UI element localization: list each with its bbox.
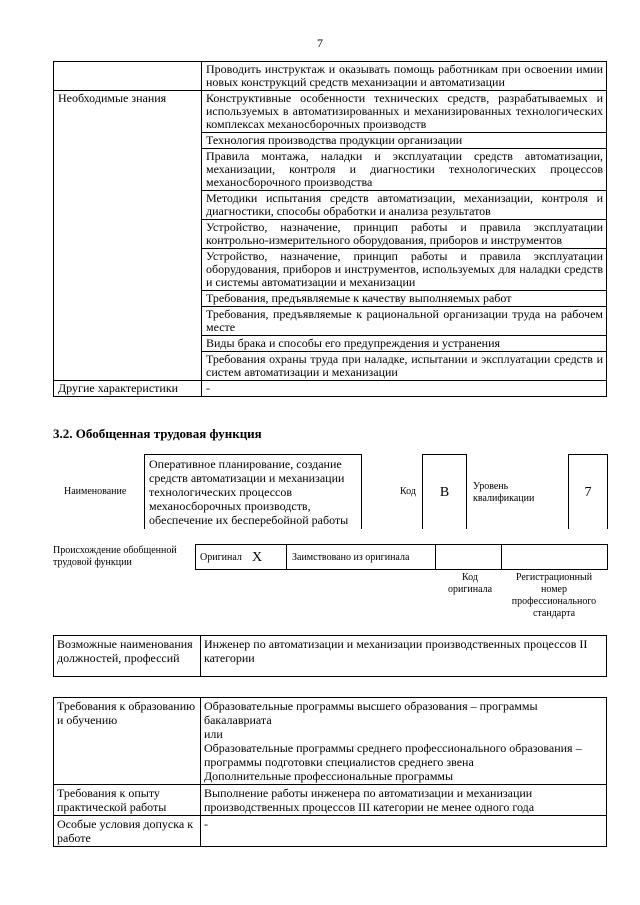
level-value: 7 <box>568 454 608 529</box>
table-cell: Требования, предъявляемые к рациональной организации труда на рабочем месте <box>202 307 607 336</box>
table-cell: Устройство, назначение, принцип работы и правила эксплуатации контрольно-измерительного оборудования, приборов и инструментов <box>202 220 607 249</box>
table-row <box>54 220 607 249</box>
table-cell-label: Необходимые знания <box>54 91 202 133</box>
original-label: Оригинал <box>200 552 242 563</box>
borrowed-cell <box>286 544 436 570</box>
table-cell: Правила монтажа, наладки и эксплуатации средств автоматизации, механизации, контроля и диагностики технологических процессов механосборочного производства <box>202 149 607 191</box>
table-cell: Устройство, назначение, принцип работы и правила эксплуатации оборудования, приборов и инструментов, используемых для наладки средств и системы автоматизации и механизации <box>202 249 607 291</box>
special-conditions-label: Особые условия допуска к работе <box>54 816 201 847</box>
education-label: Требования к образованию и обучению <box>54 698 201 785</box>
table-cell-label <box>54 62 202 91</box>
table-cell: Требования охраны труда при наладке, испытании и эксплуатации средств и систем автоматизации и механизации <box>202 352 607 381</box>
function-name: Оперативное планирование, создание средств автоматизации и механизации технологических процессов механосборочных производств, обеспечение их бесперебойной работы <box>144 454 362 529</box>
table-row <box>54 336 607 352</box>
table-row <box>54 291 607 307</box>
table-cell: Требования, предъявляемые к качеству выполняемых работ <box>202 291 607 307</box>
code-original-caption: Код оригинала <box>447 572 493 595</box>
table-row <box>54 249 607 291</box>
table-cell: Виды брака и способы его предупреждения и устранения <box>202 336 607 352</box>
table-cell: Технология производства продукции организации <box>202 133 607 149</box>
name-label: Наименование <box>64 486 127 497</box>
original-mark: Х <box>252 550 263 565</box>
education-line: Образовательные программы высшего образования – программы бакалавриата <box>204 699 538 727</box>
special-conditions-value: - <box>201 816 607 847</box>
table-row <box>54 191 607 220</box>
table-cell: Конструктивные особенности технических средств, разрабатываемых и используемых в автоматизированных и механизированных технологических комплексах механосборочных производств <box>202 91 607 133</box>
original-cell <box>195 544 287 570</box>
table-cell-label: Другие характеристики <box>54 381 202 397</box>
table-row <box>54 133 607 149</box>
section-title: 3.2. Обобщенная трудовая функция <box>53 426 262 441</box>
table-cell: Проводить инструктаж и оказывать помощь работникам при освоении имии новых конструкций средств механизации и автоматизации <box>202 62 607 91</box>
education-line: Дополнительные профессиональные программы <box>204 769 454 783</box>
level-label: Уровень квалификации <box>473 481 535 504</box>
page-number: 7 <box>317 36 323 50</box>
positions-label: Возможные наименования должностей, профессий <box>54 636 201 677</box>
positions-value: Инженер по автоматизации и механизации производственных процессов II категории <box>201 636 607 677</box>
education-value <box>201 698 607 785</box>
borrowed-label: Заимствовано из оригинала <box>292 552 410 563</box>
origin-label: Происхождение обобщенной трудовой функции <box>53 545 177 568</box>
table-row <box>54 307 607 336</box>
table-row <box>54 636 607 677</box>
requirements-table <box>53 697 607 847</box>
table-row <box>54 62 607 91</box>
table-row <box>54 785 607 816</box>
experience-label: Требования к опыту практической работы <box>54 785 201 816</box>
table-row <box>54 381 607 397</box>
code-value: В <box>422 454 467 529</box>
experience-value: Выполнение работы инженера по автоматизации и механизации производственных процессов III категории не менее одного года <box>201 785 607 816</box>
education-line: Образовательные программы среднего профессионального образования – программы подготовки специалистов среднего звена <box>204 741 582 769</box>
table-row <box>54 816 607 847</box>
table-row <box>54 149 607 191</box>
table-row <box>54 698 607 785</box>
knowledge-table <box>53 61 607 397</box>
table-row <box>54 91 607 133</box>
table-row <box>54 352 607 381</box>
education-line: или <box>204 727 223 741</box>
reg-number-cell <box>501 544 608 570</box>
positions-table <box>53 635 607 677</box>
table-cell: - <box>202 381 607 397</box>
table-cell: Методики испытания средств автоматизации, механизации, контроля и диагностики, способы обработки и анализа результатов <box>202 191 607 220</box>
code-original-cell <box>435 544 502 570</box>
reg-number-caption: Регистрационный номер профессионального стандарта <box>511 572 597 619</box>
code-label: Код <box>400 486 416 497</box>
